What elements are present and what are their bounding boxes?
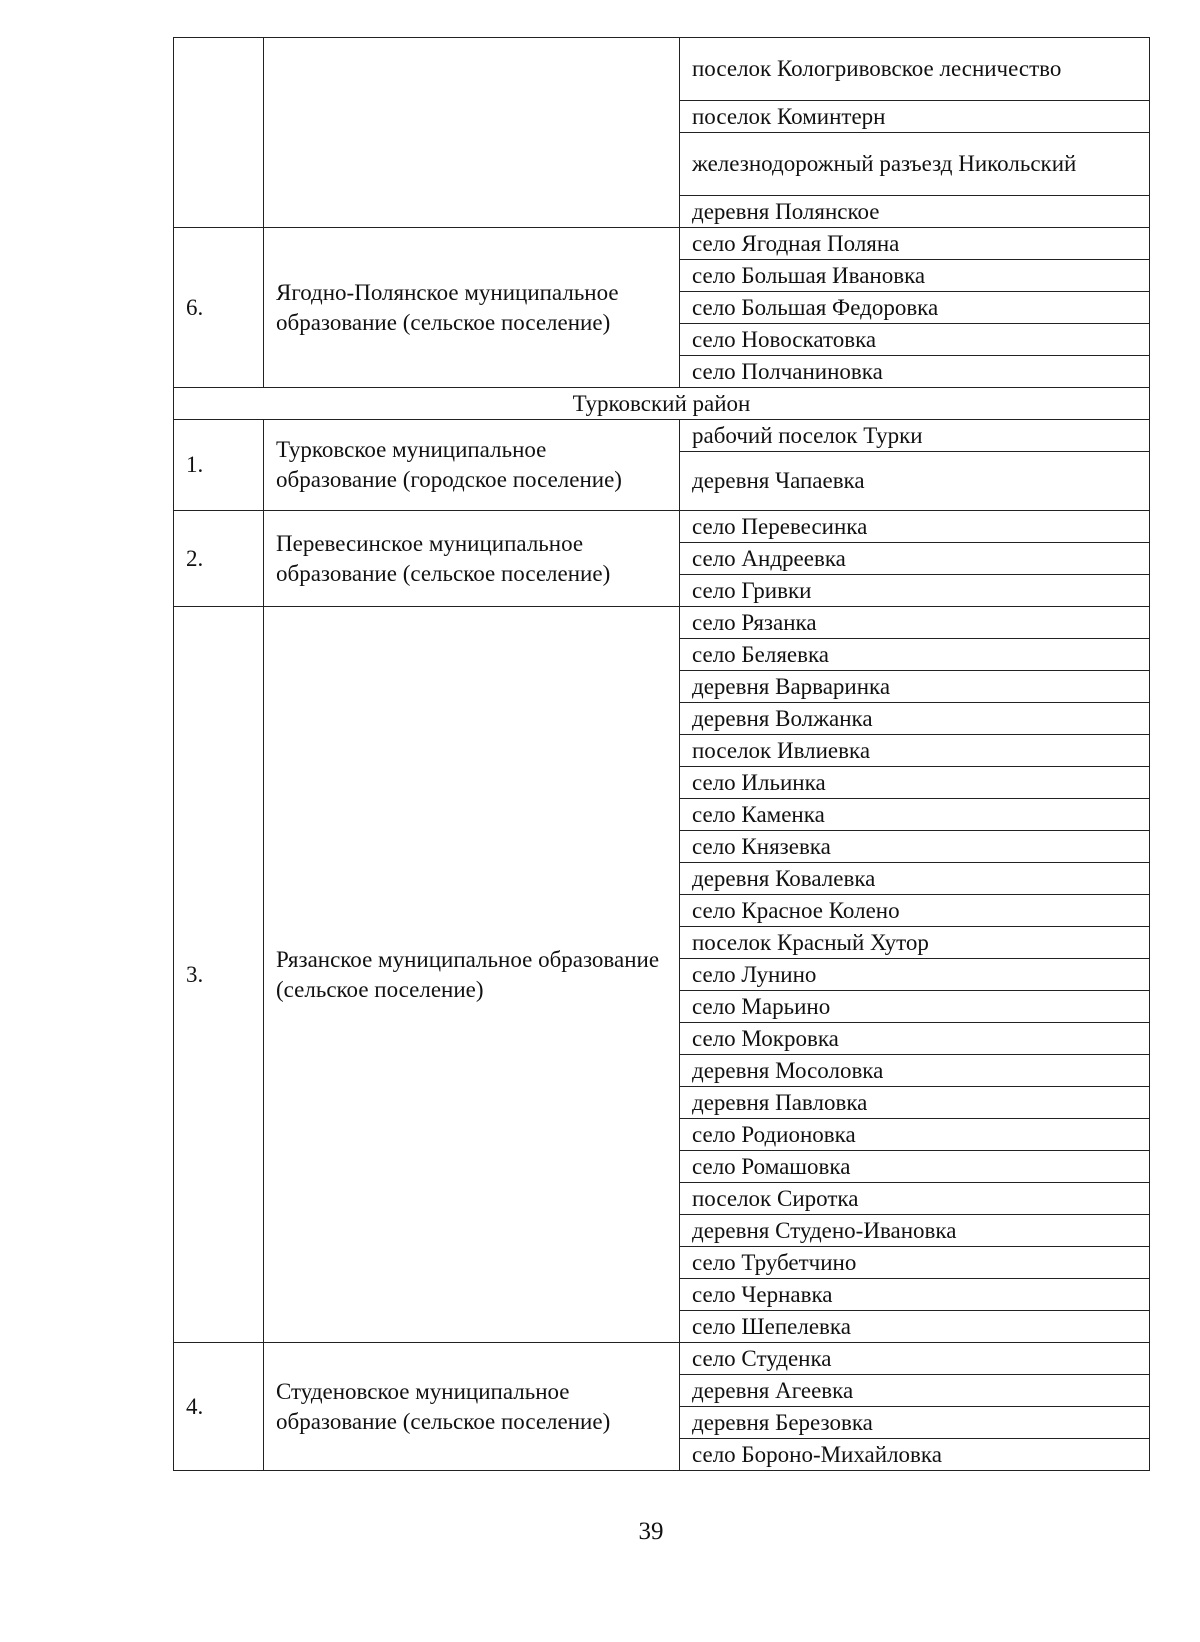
locality-cell: село Ромашовка bbox=[680, 1151, 1150, 1183]
locality-cell: поселок Коминтерн bbox=[680, 101, 1150, 133]
locality-cell: село Чернавка bbox=[680, 1279, 1150, 1311]
locality-cell: село Беляевка bbox=[680, 639, 1150, 671]
locality-cell: деревня Варваринка bbox=[680, 671, 1150, 703]
table-row bbox=[174, 511, 1150, 543]
row-number-cell: 4. bbox=[174, 1343, 264, 1471]
locality-cell: село Полчаниновка bbox=[680, 356, 1150, 388]
locality-cell: рабочий поселок Турки bbox=[680, 420, 1150, 452]
locality-cell: поселок Сиротка bbox=[680, 1183, 1150, 1215]
row-number-cell: 1. bbox=[174, 420, 264, 511]
municipality-name-cell: Перевесинское муниципальное образование (сельское поселение) bbox=[264, 511, 680, 607]
table-row bbox=[174, 420, 1150, 452]
municipality-name-cell bbox=[264, 38, 680, 228]
locality-cell: село Андреевка bbox=[680, 543, 1150, 575]
locality-cell: деревня Мосоловка bbox=[680, 1055, 1150, 1087]
locality-cell: поселок Кологривовское лесничество bbox=[680, 38, 1150, 101]
locality-cell: село Перевесинка bbox=[680, 511, 1150, 543]
locality-cell: село Родионовка bbox=[680, 1119, 1150, 1151]
table-row bbox=[174, 228, 1150, 260]
locality-cell: село Красное Колено bbox=[680, 895, 1150, 927]
locality-cell: село Князевка bbox=[680, 831, 1150, 863]
locality-cell: село Ильинка bbox=[680, 767, 1150, 799]
locality-cell: поселок Ивлиевка bbox=[680, 735, 1150, 767]
municipality-name-cell: Рязанское муниципальное образование (сельское поселение) bbox=[264, 607, 680, 1343]
locality-cell: поселок Красный Хутор bbox=[680, 927, 1150, 959]
row-number-cell: 6. bbox=[174, 228, 264, 388]
locality-cell: село Большая Ивановка bbox=[680, 260, 1150, 292]
locality-cell: железнодорожный разъезд Никольский bbox=[680, 133, 1150, 196]
row-number-cell: 3. bbox=[174, 607, 264, 1343]
municipality-name-cell: Студеновское муниципальное образование (сельское поселение) bbox=[264, 1343, 680, 1471]
district-header-row bbox=[174, 388, 1150, 420]
locality-cell: село Шепелевка bbox=[680, 1311, 1150, 1343]
locality-cell: село Мокровка bbox=[680, 1023, 1150, 1055]
district-title: Турковский район bbox=[174, 388, 1150, 420]
row-number-cell bbox=[174, 38, 264, 228]
locality-cell: деревня Полянское bbox=[680, 196, 1150, 228]
locality-cell: село Большая Федоровка bbox=[680, 292, 1150, 324]
locality-cell: деревня Ковалевка bbox=[680, 863, 1150, 895]
municipality-name-cell: Турковское муниципальное образование (городское поселение) bbox=[264, 420, 680, 511]
municipality-name-cell: Ягодно-Полянское муниципальное образование (сельское поселение) bbox=[264, 228, 680, 388]
settlements-table bbox=[173, 37, 1150, 1471]
row-number-cell: 2. bbox=[174, 511, 264, 607]
locality-cell: село Марьино bbox=[680, 991, 1150, 1023]
locality-cell: село Трубетчино bbox=[680, 1247, 1150, 1279]
page-number: 39 bbox=[638, 1518, 664, 1545]
locality-cell: село Ягодная Поляна bbox=[680, 228, 1150, 260]
locality-cell: село Рязанка bbox=[680, 607, 1150, 639]
locality-cell: деревня Березовка bbox=[680, 1407, 1150, 1439]
locality-cell: село Новоскатовка bbox=[680, 324, 1150, 356]
locality-cell: село Каменка bbox=[680, 799, 1150, 831]
locality-cell: село Гривки bbox=[680, 575, 1150, 607]
table-row bbox=[174, 38, 1150, 101]
locality-cell: деревня Студено-Ивановка bbox=[680, 1215, 1150, 1247]
locality-cell: село Бороно-Михайловка bbox=[680, 1439, 1150, 1471]
locality-cell: село Студенка bbox=[680, 1343, 1150, 1375]
locality-cell: деревня Волжанка bbox=[680, 703, 1150, 735]
locality-cell: деревня Павловка bbox=[680, 1087, 1150, 1119]
table-row bbox=[174, 1343, 1150, 1375]
locality-cell: деревня Чапаевка bbox=[680, 452, 1150, 511]
table-row bbox=[174, 607, 1150, 639]
locality-cell: деревня Агеевка bbox=[680, 1375, 1150, 1407]
locality-cell: село Лунино bbox=[680, 959, 1150, 991]
